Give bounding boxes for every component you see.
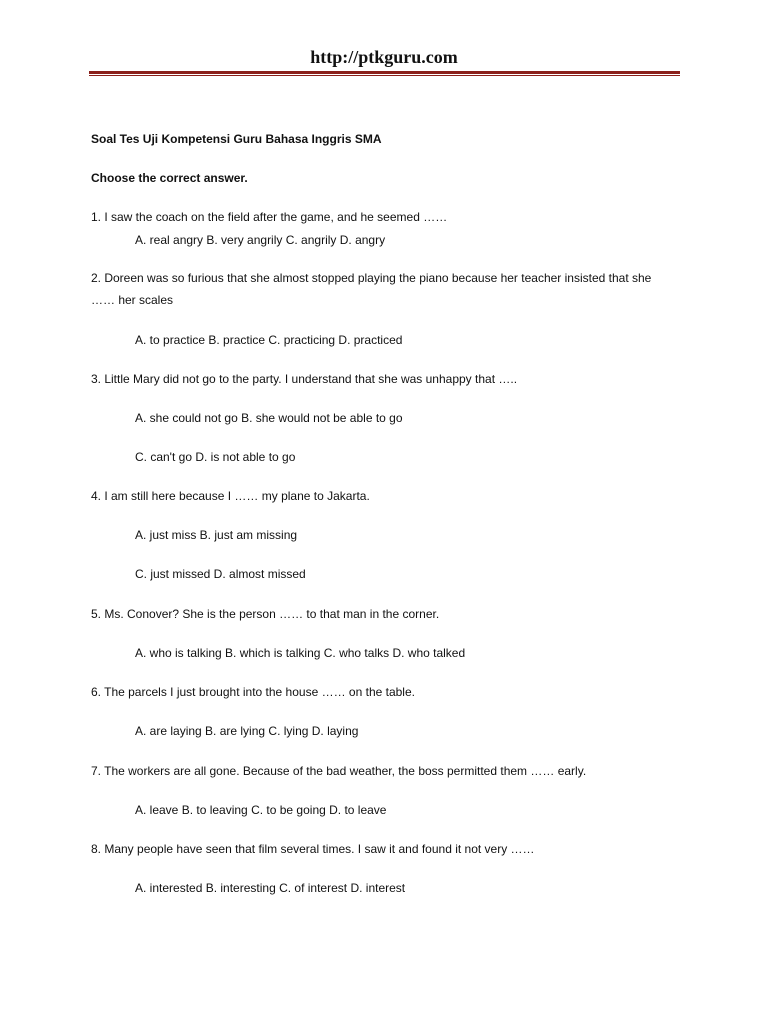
document-title: Soal Tes Uji Kompetensi Guru Bahasa Inggris SMA bbox=[91, 132, 382, 146]
question-6-stem: 6. The parcels I just brought into the house …… on the table. bbox=[91, 685, 415, 699]
question-4-options-1: A. just miss B. just am missing bbox=[135, 528, 298, 542]
question-2-options: A. to practice B. practice C. practicing D. practiced bbox=[135, 333, 403, 347]
header-url: http://ptkguru.com bbox=[310, 47, 458, 67]
question-6-options: A. are laying B. are lying C. lying D. laying bbox=[135, 724, 359, 738]
header-rule-thin bbox=[89, 75, 680, 76]
question-7-options: A. leave B. to leaving C. to be going D. to leave bbox=[135, 803, 387, 817]
question-4-stem: 4. I am still here because I …… my plane to Jakarta. bbox=[91, 489, 370, 503]
question-4-options-2: C. just missed D. almost missed bbox=[135, 567, 306, 581]
question-3-options-1: A. she could not go B. she would not be able to go bbox=[135, 411, 403, 425]
header-rule bbox=[89, 71, 680, 74]
question-5-options: A. who is talking B. which is talking C. who talks D. who talked bbox=[135, 646, 466, 660]
question-1-stem: 1. I saw the coach on the field after the game, and he seemed …… bbox=[91, 210, 448, 224]
question-1-options: A. real angry B. very angrily C. angrily D. angry bbox=[135, 233, 386, 247]
question-8-options: A. interested B. interesting C. of interest D. interest bbox=[135, 881, 406, 895]
question-8-stem: 8. Many people have seen that film several times. I saw it and found it not very …… bbox=[91, 842, 535, 856]
question-3-options-2: C. can't go D. is not able to go bbox=[135, 450, 296, 464]
question-7-stem: 7. The workers are all gone. Because of the bad weather, the boss permitted them …… early. bbox=[91, 764, 587, 778]
question-2-stem-cont: …… her scales bbox=[91, 293, 174, 307]
question-3-stem: 3. Little Mary did not go to the party. I understand that she was unhappy that ….. bbox=[91, 372, 518, 386]
instruction: Choose the correct answer. bbox=[91, 171, 248, 185]
question-2-stem: 2. Doreen was so furious that she almost stopped playing the piano because her teacher insisted that she bbox=[91, 271, 652, 285]
question-5-stem: 5. Ms. Conover? She is the person …… to that man in the corner. bbox=[91, 607, 440, 621]
